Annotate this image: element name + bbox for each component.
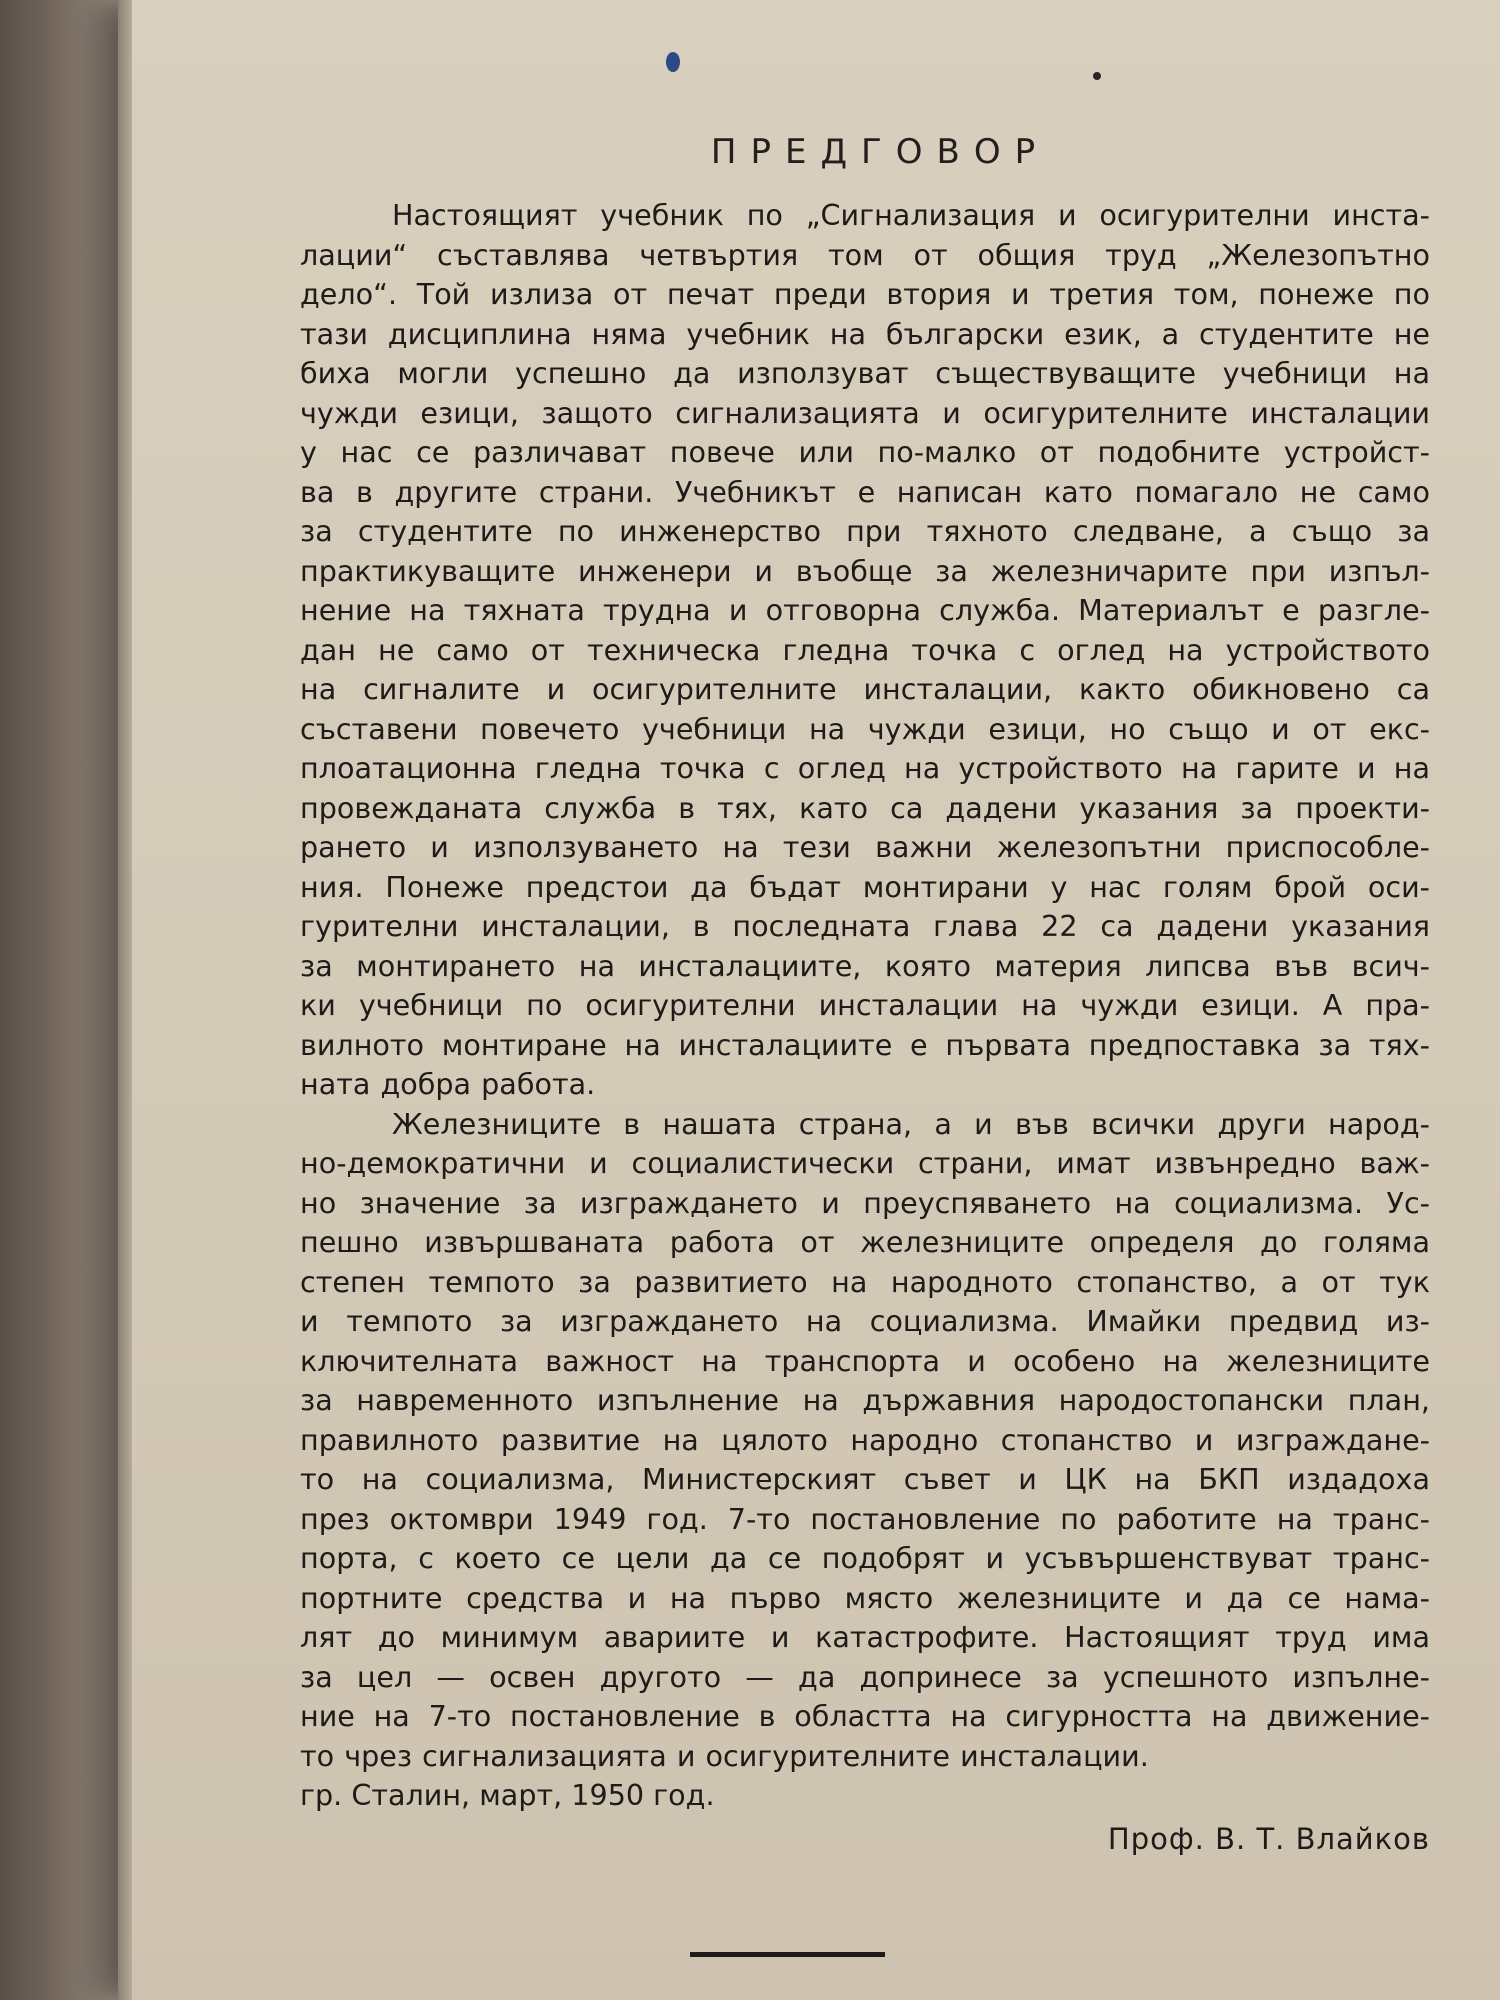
text-line: у нас се различават повече или по-малко от подобните устройст- [300, 435, 1430, 469]
page-end-rule [690, 1952, 885, 1957]
author-signature: Проф. В. Т. Влайков [1107, 1822, 1430, 1856]
text-line: на сигналите и осигурителните инсталации, както обикновено са [300, 672, 1430, 706]
text-line: но значение за изграждането и преуспяването на социализма. Ус- [300, 1185, 1430, 1220]
text-line: съставени повечето учебници на чужди езици, но също и от екс- [300, 711, 1430, 746]
text-line: през октомври 1949 год. 7-то постановление по работите на транс- [300, 1501, 1430, 1536]
text-line: за студентите по инженерство при тяхното следване, а също за [300, 514, 1430, 548]
page-gutter-shadow [118, 0, 132, 2000]
text-line: лят до минимум авариите и катастрофите. Настоящият труд има [300, 1620, 1430, 1654]
text-line: практикуващите инженери и въобще за железничарите при изпъл- [300, 553, 1430, 588]
preface-text-block [300, 118, 1430, 1866]
text-line: то чрез сигнализацията и осигурителните инсталации. [300, 1738, 1149, 1773]
text-line: биха могли успешно да използуват съществуващите учебници на [300, 356, 1430, 390]
text-line: вилното монтиране на инсталациите е първата предпоставка за тях- [300, 1027, 1430, 1062]
page-title: ПРЕДГОВОР [710, 132, 1050, 172]
text-line: дан не само от техническа гледна точка с оглед на устройството [300, 632, 1430, 667]
text-line: лации“ съставлява четвъртия том от общия труд „Железопътно [300, 237, 1430, 272]
text-line: пешно извършваната работа от железниците определя до голяма [300, 1225, 1430, 1259]
text-line: но-демократични и социалистически страни, имат извънредно важ- [300, 1146, 1430, 1180]
text-line: степен темпото за развитието на народното стопанство, а от тук [300, 1264, 1430, 1299]
text-line: ключителната важност на транспорта и особено на железниците [300, 1343, 1430, 1378]
text-line: дело“. Той излиза от печат преди втория и третия том, понеже по [300, 277, 1430, 311]
text-line: ната добра работа. [300, 1067, 596, 1101]
text-line: порта, с което се цели да се подобрят и усъвършенствуват транс- [300, 1541, 1430, 1575]
preface-paragraph-2 [300, 1105, 1430, 1777]
text-line: за цел — освен другото — да допринесе за успешното изпълне- [300, 1659, 1430, 1694]
text-line: за навременното изпълнение на държавния народостопански план, [300, 1383, 1430, 1417]
text-line: Железниците в нашата страна, а и във всички други народ- [392, 1106, 1430, 1141]
ink-spot-decoration [1093, 72, 1101, 80]
text-line: то на социализма, Министерският съвет и ЦК на БКП издадоха [300, 1462, 1430, 1496]
place-and-date: гр. Сталин, март, 1950 год. [300, 1778, 715, 1812]
text-line: ва в другите страни. Учебникът е написан като помагало не само [300, 474, 1430, 509]
text-line: рането и използуването на тези важни железопътни приспособле- [300, 830, 1430, 864]
text-line: ния. Понеже предстои да бъдат монтирани у нас голям брой оси- [300, 869, 1430, 904]
text-line: тази дисциплина няма учебник на български език, а студентите не [300, 316, 1430, 351]
text-line: портните средства и на първо място железниците и да се нама- [300, 1580, 1430, 1615]
text-line: Настоящият учебник по „Сигнализация и осигурителни инста- [392, 198, 1430, 232]
text-line: и темпото за изграждането на социализма. Имайки предвид из- [300, 1304, 1430, 1338]
preface-paragraph-1 [300, 196, 1430, 1105]
text-line: провежданата служба в тях, като са дадени указания за проекти- [300, 790, 1430, 825]
text-line: гурителни инсталации, в последната глава 22 са дадени указания [300, 909, 1430, 943]
text-line: ки учебници по осигурителни инсталации на чужди езици. А пра- [300, 988, 1430, 1022]
text-line: плоатационна гледна точка с оглед на устройството на гарите и на [300, 751, 1430, 785]
text-line: ние на 7-то постановление в областта на сигурността на движение- [300, 1699, 1430, 1733]
text-line: нение на тяхната трудна и отговорна служба. Материалът е разгле- [300, 593, 1430, 627]
signature-row [300, 1778, 1430, 1866]
text-line: правилното развитие на цялото народно стопанство и изграждане- [300, 1422, 1430, 1457]
text-line: чужди езици, защото сигнализацията и осигурителните инсталации [300, 395, 1430, 430]
ink-blot-decoration [666, 52, 680, 72]
text-line: за монтирането на инсталациите, която материя липсва във всич- [300, 948, 1430, 983]
